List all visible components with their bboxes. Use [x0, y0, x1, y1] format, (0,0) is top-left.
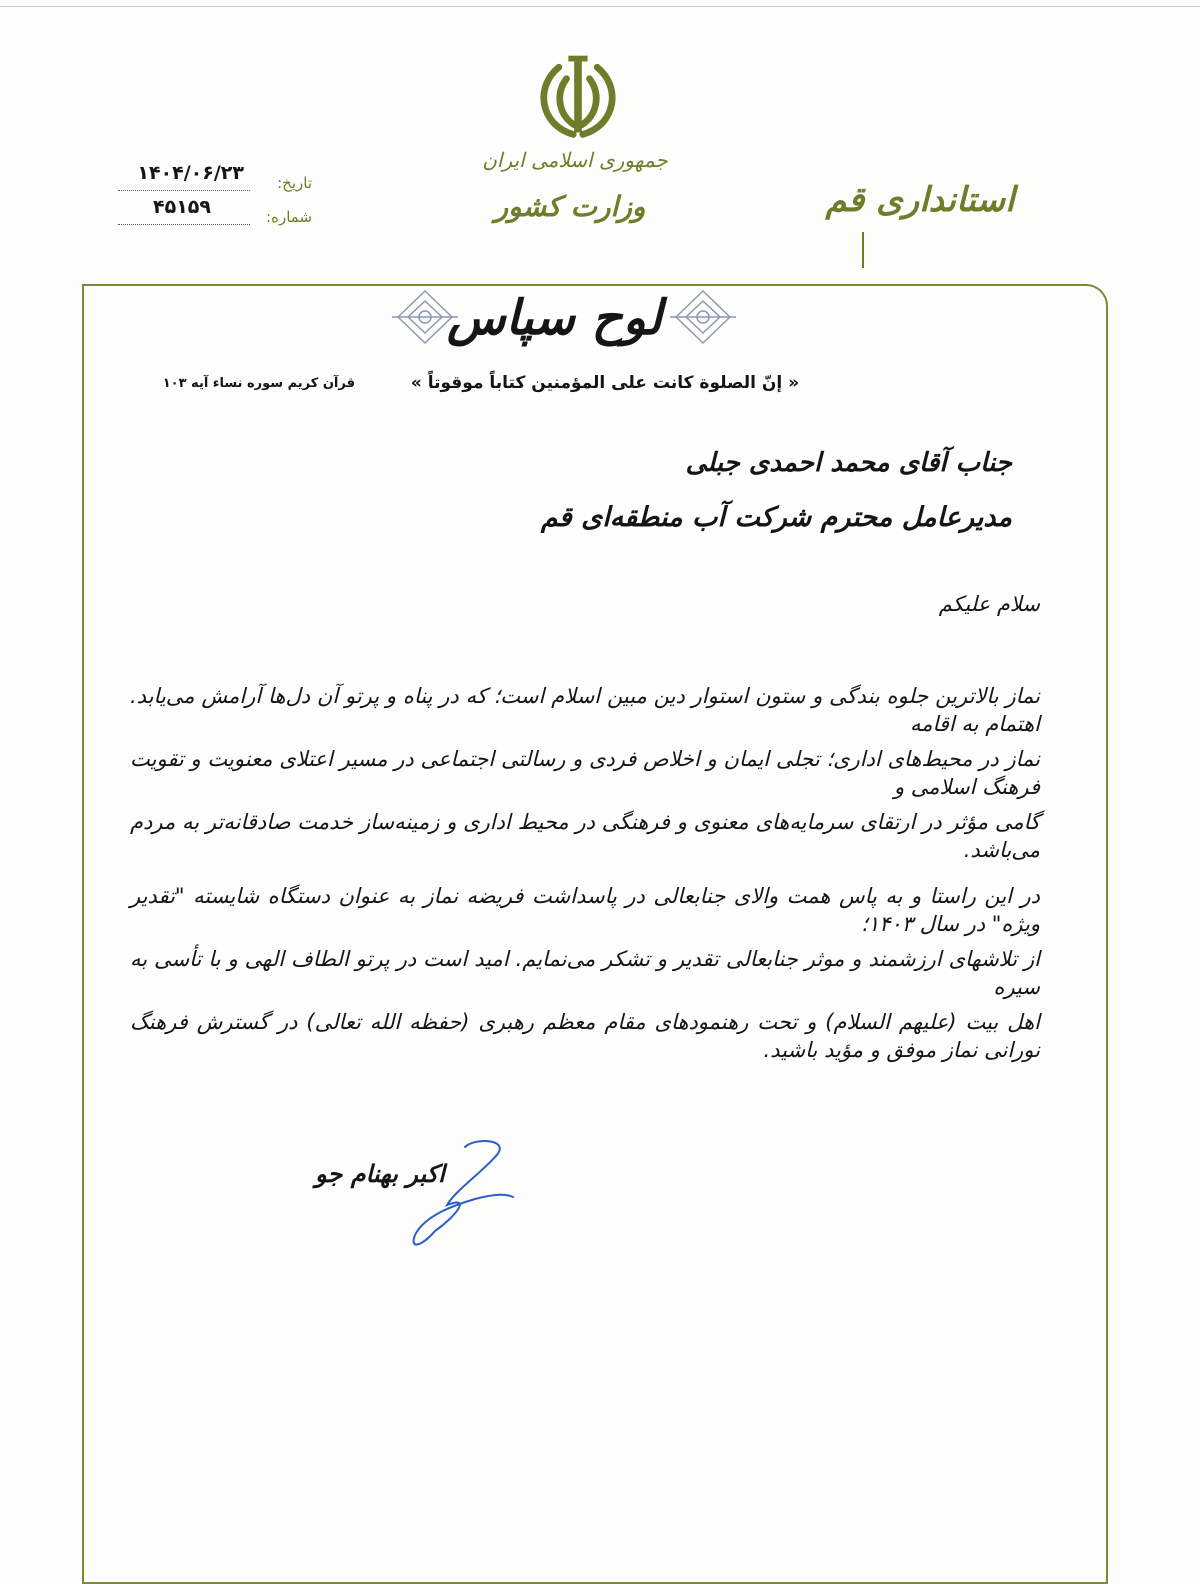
- date-value: ۱۴۰۴/۰۶/۲۳: [137, 162, 244, 184]
- ornament-right-icon: [668, 287, 738, 347]
- office-name: استانداری قم: [825, 180, 1015, 220]
- body-paragraph1-line: نماز در محیط‌های اداری؛ تجلی ایمان و اخلاص فردی و رسالتی اجتماعی در مسیر اعتلای معنویت و تقویت فرهنگ اسلامی و: [130, 747, 1040, 799]
- number-label: شماره:: [266, 208, 312, 226]
- certificate-title: لوح سپاس: [446, 290, 662, 346]
- office-flourish: [862, 232, 864, 268]
- ministry-name: وزارت کشور: [494, 190, 646, 223]
- number-value: ۴۵۱۵۹: [153, 196, 211, 218]
- date-dotted-line: [118, 190, 250, 191]
- scan-edge-line: [0, 6, 1200, 7]
- country-name: جمهوری اسلامی ایران: [482, 148, 668, 172]
- recipient-name: جناب آقای محمد احمدی جبلی: [685, 448, 1012, 478]
- handwritten-signature: [395, 1135, 525, 1255]
- iran-emblem-icon: [528, 48, 628, 144]
- body-paragraph2-line: از تلاشهای ارزشمند و موثر جنابعالی تقدیر و تشکر می‌نمایم. امید است در پرتو الطاف الهی و با تأسی به سیره: [130, 947, 1040, 999]
- number-dotted-line: [118, 224, 250, 225]
- body-paragraph2-line: در این راستا و به پاس همت والای جنابعالی در پاسداشت فریضه نماز به عنوان دستگاه شایسته "تقدیر ویژه" در سال ۱۴۰۳؛: [130, 884, 1040, 936]
- signatory-name: اکبر بهنام جو: [315, 1160, 445, 1188]
- body-paragraph1-line: نماز بالاترین جلوه بندگی و ستون استوار دین مبین اسلام است؛ که در پناه و پرتو آن دل‌ها آرامش می‌یابد. اهتمام به اقامه: [130, 684, 1040, 736]
- quote-source: قرآن کریم سوره نساء آیه ۱۰۳: [162, 376, 355, 391]
- recipient-title: مدیرعامل محترم شرکت آب منطقه‌ای قم: [540, 502, 1012, 533]
- quran-quote: « إنّ الصلوة کانت علی المؤمنین کتاباً موقوتاً »: [410, 373, 800, 393]
- body-paragraph1-line: گامی مؤثر در ارتقای سرمایه‌های معنوی و فرهنگی در محیط اداری و زمینه‌ساز خدمت صادقانه‌تر به مردم می‌باشد.: [130, 810, 1040, 862]
- date-label: تاریخ:: [277, 174, 312, 192]
- body-paragraph2-line: اهل بیت (علیهم السلام) و تحت رهنمودهای مقام معظم رهبری (حفظه الله تعالی) در گسترش فرهنگ نورانی نماز موفق و مؤید باشید.: [130, 1010, 1040, 1062]
- greeting: سلام علیکم: [938, 592, 1040, 616]
